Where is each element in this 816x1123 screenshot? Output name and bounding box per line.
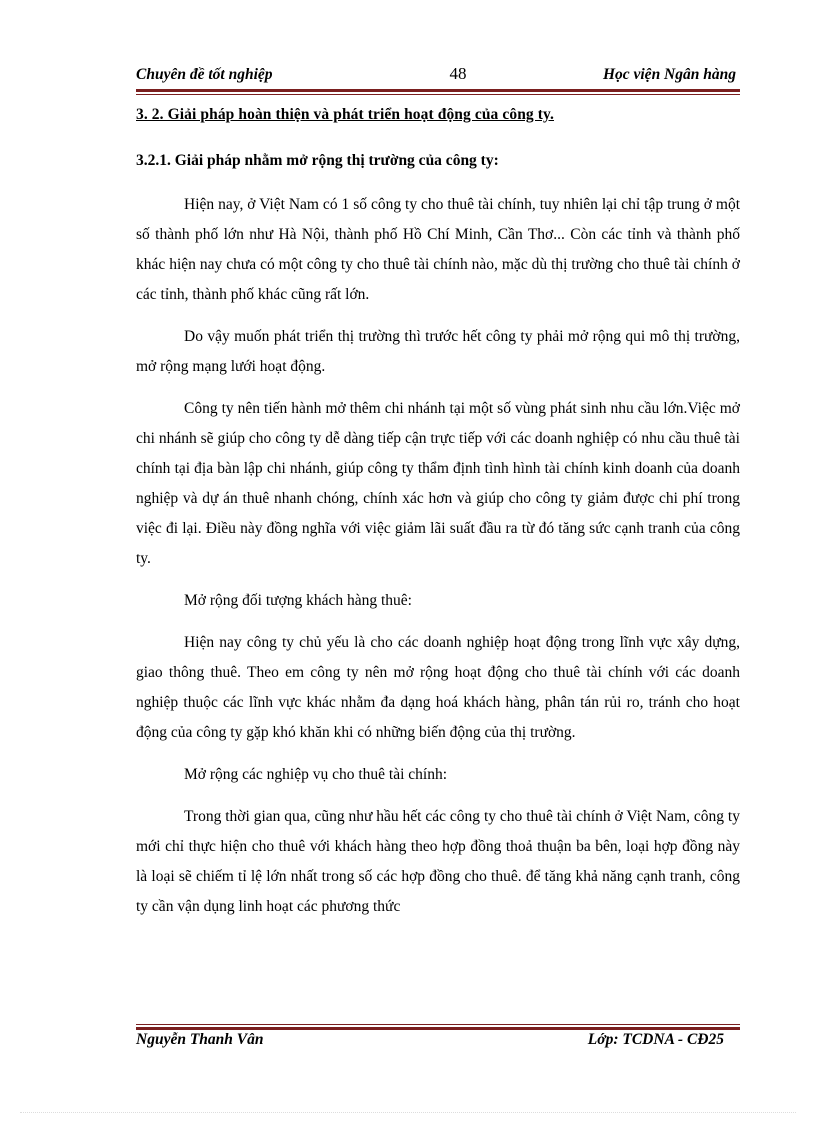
footer-divider [136, 1024, 740, 1030]
footer-author: Nguyễn Thanh Vân [136, 1031, 264, 1048]
footer-class: Lớp: TCDNA - CĐ25 [587, 1031, 724, 1048]
paragraph: Mở rộng các nghiệp vụ cho thuê tài chính: [184, 766, 448, 783]
paragraph: Mở rộng đối tượng khách hàng thuê: [184, 592, 412, 609]
paragraph: Do vậy muốn phát triển thị trường thì trước hết công ty phải mở rộng qui mô thị trường, mở rộng mạng lưới hoạt động. [136, 328, 740, 375]
header-institution: Học viện Ngân hàng [602, 66, 736, 83]
page-header [136, 62, 740, 88]
paragraph: Trong thời gian qua, cũng như hầu hết các công ty cho thuê tài chính ở Việt Nam, công ty mới chỉ thực hiện cho thuê với khách hàng theo hợp đồng thoả thuận ba bên, loại hợp đồng này là loại sẽ chiếm tỉ lệ lớn nhất trong số các hợp đồng cho thuê. để tăng khả năng cạnh tranh, công ty cần vận dụng linh hoạt các phương thức [136, 808, 740, 915]
paragraph: Hiện nay, ở Việt Nam có 1 số công ty cho thuê tài chính, tuy nhiên lại chỉ tập trung ở một số thành phố lớn như Hà Nội, thành phố Hồ Chí Minh, Cần Thơ... Còn các tỉnh và thành phố khác hiện nay chưa có một công ty cho thuê tài chính nào, mặc dù thị trường cho thuê tài chính ở các tỉnh, thành phố khác cũng rất lớn. [136, 196, 740, 303]
paragraph: Công ty nên tiến hành mở thêm chi nhánh tại một số vùng phát sinh nhu cầu lớn.Việc mở chi nhánh sẽ giúp cho công ty dễ dàng tiếp cận trực tiếp với các doanh nghiệp có nhu cầu thuê tài chính tại địa bàn lập chi nhánh, giúp công ty thẩm định tình hình tài chính kinh doanh của doanh nghiệp và dự án thuê nhanh chóng, chính xác hơn và giúp cho công ty giảm được chi phí trong việc đi lại. Điều này đồng nghĩa với việc giảm lãi suất đầu ra từ đó tăng sức cạnh tranh của công ty. [136, 400, 740, 567]
header-document-title: Chuyên đề tốt nghiệp [136, 66, 273, 83]
body-text [136, 190, 740, 922]
section-heading: 3. 2. Giải pháp hoàn thiện và phát triển hoạt động của công ty. [136, 106, 554, 123]
page-number: 48 [449, 64, 467, 83]
header-divider [136, 89, 740, 95]
page-footer [136, 1031, 740, 1055]
subsection-heading: 3.2.1. Giải pháp nhằm mở rộng thị trường của công ty: [136, 152, 499, 169]
page-edge [20, 1112, 796, 1113]
paragraph: Hiện nay công ty chủ yếu là cho các doanh nghiệp hoạt động trong lĩnh vực xây dựng, giao thông thuê. Theo em công ty nên mở rộng hoạt động cho thuê tài chính với các doanh nghiệp thuộc các lĩnh vực khác nhằm đa dạng hoá khách hàng, phân tán rủi ro, tránh cho hoạt động của công ty gặp khó khăn khi có những biến động của thị trường. [136, 634, 740, 741]
